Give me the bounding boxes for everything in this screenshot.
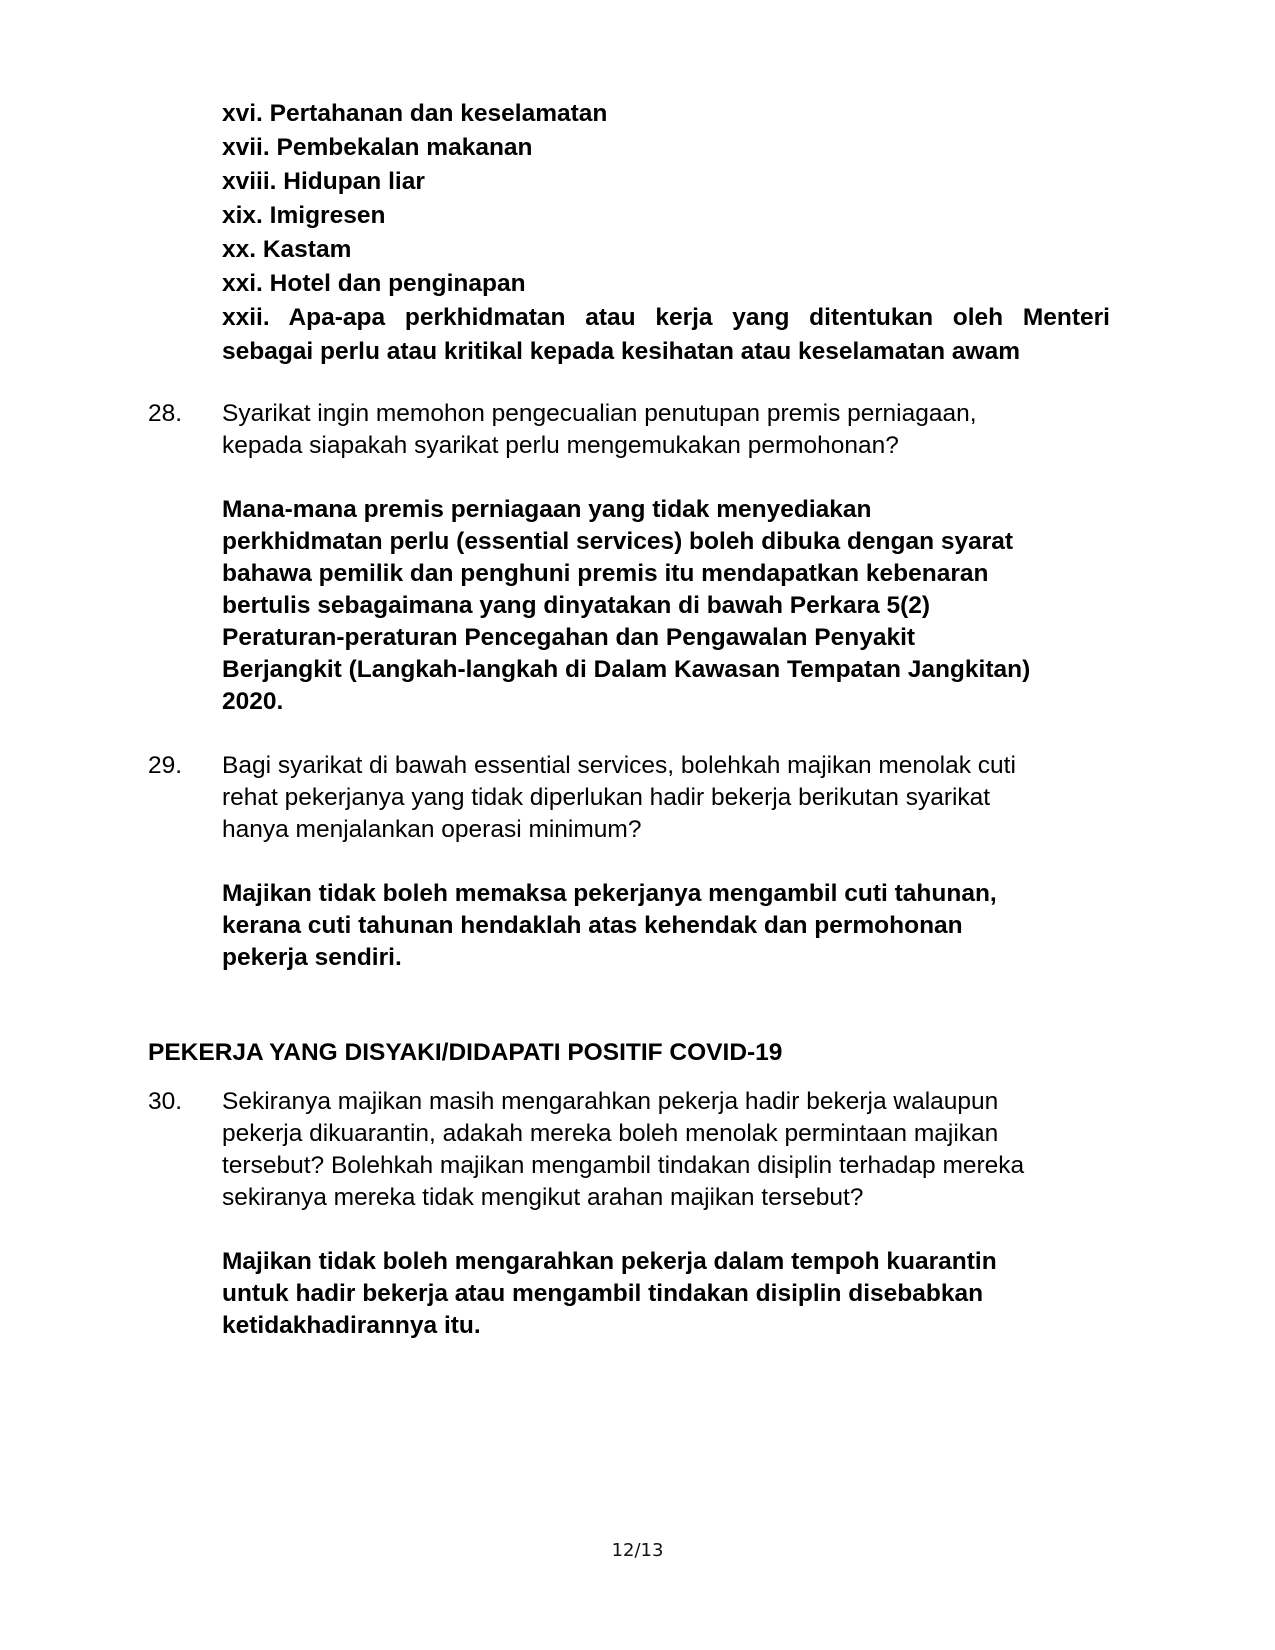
answer-text: Berjangkit (Langkah-langkah di Dalam Kawasan Tempatan Jangkitan)	[222, 656, 1031, 683]
list-item: xxii. Apa-apa perkhidmatan atau kerja yang ditentukan oleh Menteri	[222, 304, 1110, 331]
answer-text: bahawa pemilik dan penghuni premis itu mendapatkan kebenaran	[222, 560, 989, 587]
question-text: Sekiranya majikan masih mengarahkan pekerja hadir bekerja walaupun	[222, 1088, 999, 1115]
answer-text: 2020.	[222, 688, 284, 715]
question-text: rehat pekerjanya yang tidak diperlukan hadir bekerja berikutan syarikat	[222, 784, 991, 811]
question-text: hanya menjalankan operasi minimum?	[222, 816, 642, 843]
question-number: 30.	[148, 1088, 183, 1115]
question-text: sekiranya mereka tidak mengikut arahan majikan tersebut?	[222, 1184, 864, 1211]
answer-text: ketidakhadirannya itu.	[222, 1312, 481, 1339]
answer-text: bertulis sebagaimana yang dinyatakan di bawah Perkara 5(2)	[222, 592, 931, 619]
question-number: 29.	[148, 752, 183, 779]
question-text: pekerja dikuarantin, adakah mereka boleh menolak permintaan majikan	[222, 1120, 999, 1147]
answer-text: perkhidmatan perlu (essential services) boleh dibuka dengan syarat	[222, 528, 1014, 555]
question-text: tersebut? Bolehkah majikan mengambil tindakan disiplin terhadap mereka	[222, 1152, 1025, 1179]
list-item-continuation: sebagai perlu atau kritikal kepada kesihatan atau keselamatan awam	[222, 338, 1020, 365]
list-item: xvii. Pembekalan makanan	[222, 134, 533, 161]
page-number: 12/13	[611, 1540, 664, 1561]
list-item: xvi. Pertahanan dan keselamatan	[222, 100, 608, 127]
answer-text: Majikan tidak boleh memaksa pekerjanya mengambil cuti tahunan,	[222, 880, 997, 907]
section-heading: PEKERJA YANG DISYAKI/DIDAPATI POSITIF COVID-19	[148, 1039, 783, 1066]
list-item: xx. Kastam	[222, 236, 352, 263]
answer-text: Peraturan-peraturan Pencegahan dan Pengawalan Penyakit	[222, 624, 916, 651]
answer-text: untuk hadir bekerja atau mengambil tindakan disiplin disebabkan	[222, 1280, 984, 1307]
question-number: 28.	[148, 400, 183, 427]
question-text: Syarikat ingin memohon pengecualian penutupan premis perniagaan,	[222, 400, 977, 427]
answer-text: kerana cuti tahunan hendaklah atas kehendak dan permohonan	[222, 912, 963, 939]
question-text: kepada siapakah syarikat perlu mengemukakan permohonan?	[222, 432, 899, 459]
list-item: xix. Imigresen	[222, 202, 386, 229]
list-item: xxi. Hotel dan penginapan	[222, 270, 526, 297]
answer-text: Majikan tidak boleh mengarahkan pekerja dalam tempoh kuarantin	[222, 1248, 997, 1275]
list-item: xviii. Hidupan liar	[222, 168, 425, 195]
answer-text: pekerja sendiri.	[222, 944, 402, 971]
answer-text: Mana-mana premis perniagaan yang tidak menyediakan	[222, 496, 872, 523]
question-text: Bagi syarikat di bawah essential services, bolehkah majikan menolak cuti	[222, 752, 1016, 779]
